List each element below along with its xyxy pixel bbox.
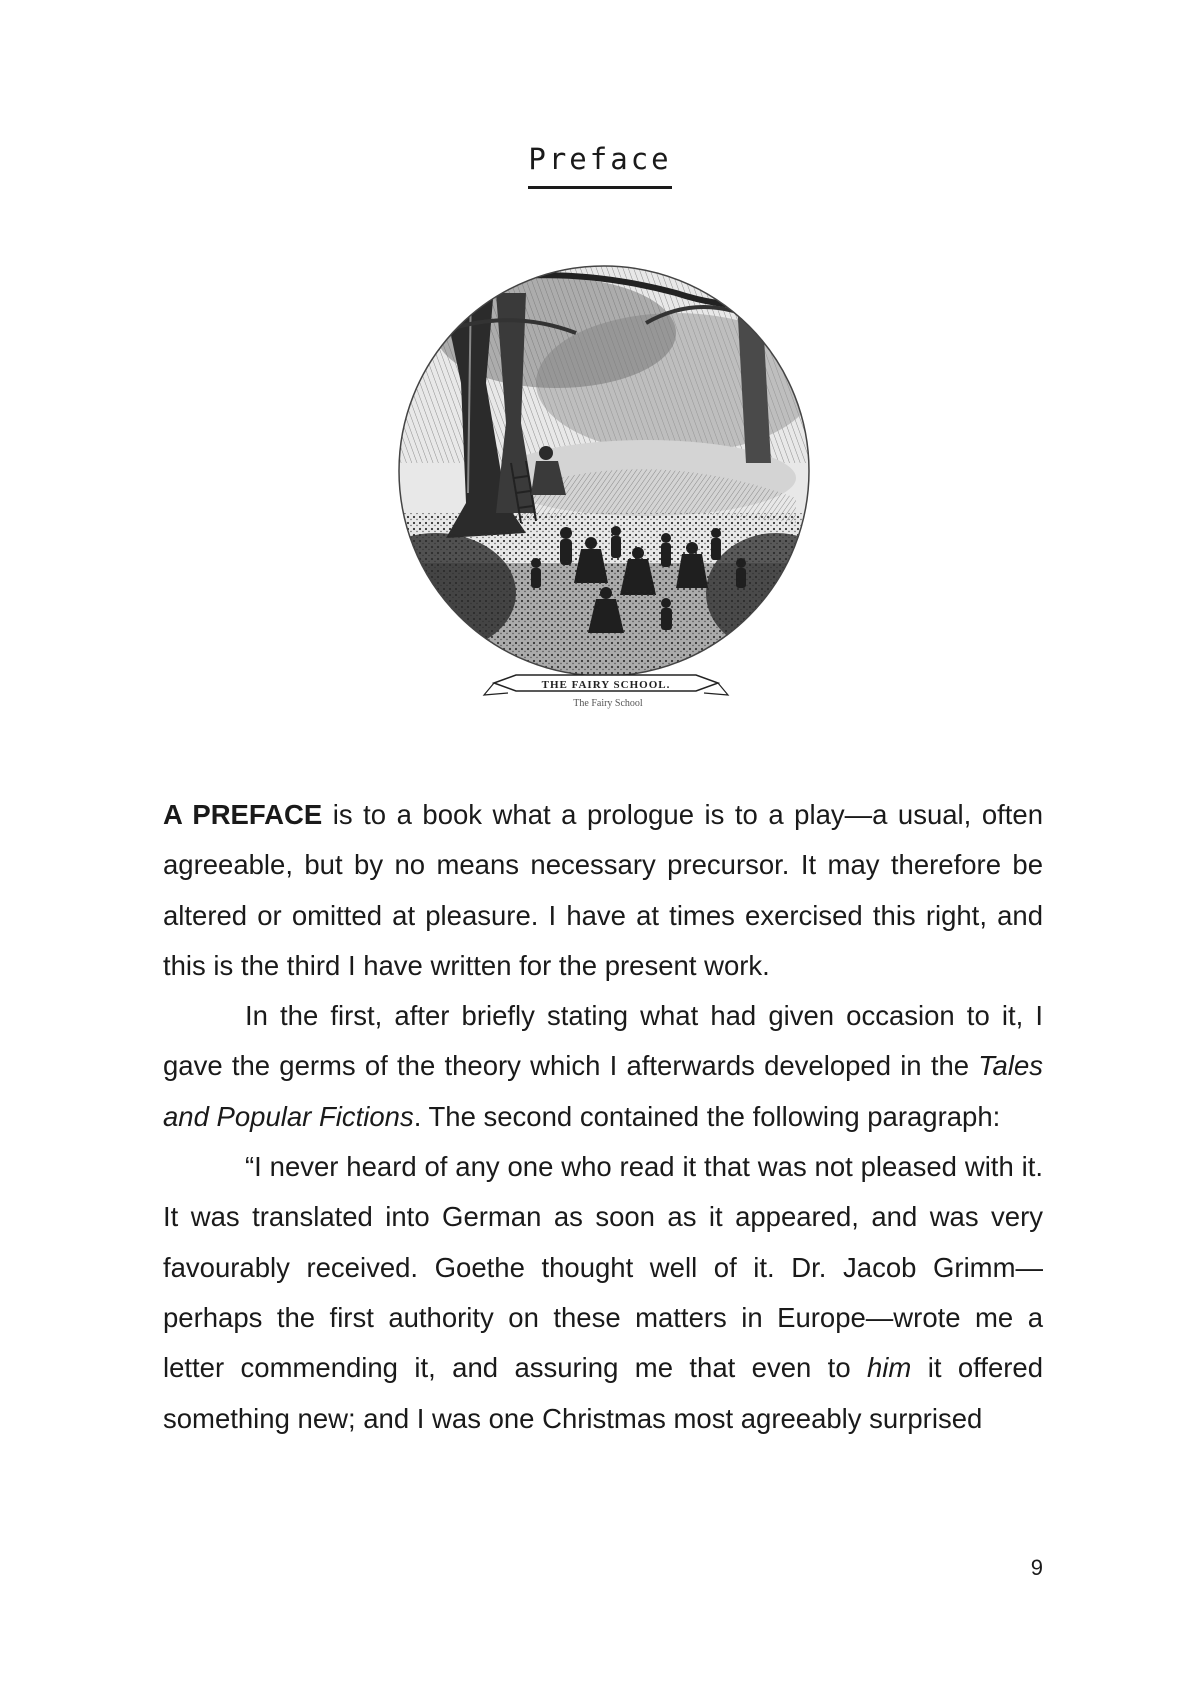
engraving-scene: [376, 263, 826, 713]
chapter-heading: [0, 140, 1200, 189]
paragraph-2-text-before: In the first, after briefly stating what had given occasion to it, I gave the germs of the theory which I afterwards developed in the: [163, 1000, 1043, 1082]
engraving-subcaption: The Fairy School: [573, 698, 643, 709]
lead-in-caps: A PREFACE: [163, 799, 323, 830]
paragraph-2-text-after: . The second contained the following paragraph:: [413, 1100, 1001, 1132]
fairy-school-engraving: [376, 263, 826, 729]
paragraph-3-text-after: it offered something new; and I was one Christmas most agreeably surprised: [163, 1352, 1043, 1434]
paragraph-1: [163, 790, 1043, 991]
preface-body: [163, 790, 1043, 1444]
paragraph-1-text: is to a book what a prologue is to a play—a usual, often agreeable, but by no means necessary precursor. It may therefore be altered or omitted at pleasure. I have at times exercised this right, and this is the third I have written for the present work.: [163, 799, 1043, 981]
book-title-reference: Tales and Popular Fictions: [163, 1050, 1043, 1132]
engraving-caption: THE FAIRY SCHOOL.: [541, 679, 671, 691]
chapter-title: Preface: [528, 140, 671, 189]
emphasis-him: him: [867, 1352, 912, 1384]
paragraph-3: [163, 1142, 1043, 1444]
page-number: 9: [1030, 1555, 1043, 1580]
paragraph-3-text-before: “I never heard of any one who read it that was not pleased with it. It was translated into German as soon as it appeared, and was very favourably received. Goethe thought well of it. Dr. Jacob Grimm—perhaps the first authority on these matters in Europe—wrote me a letter commending it, and assuring me that even to: [163, 1151, 1043, 1384]
paragraph-2: [163, 991, 1043, 1142]
